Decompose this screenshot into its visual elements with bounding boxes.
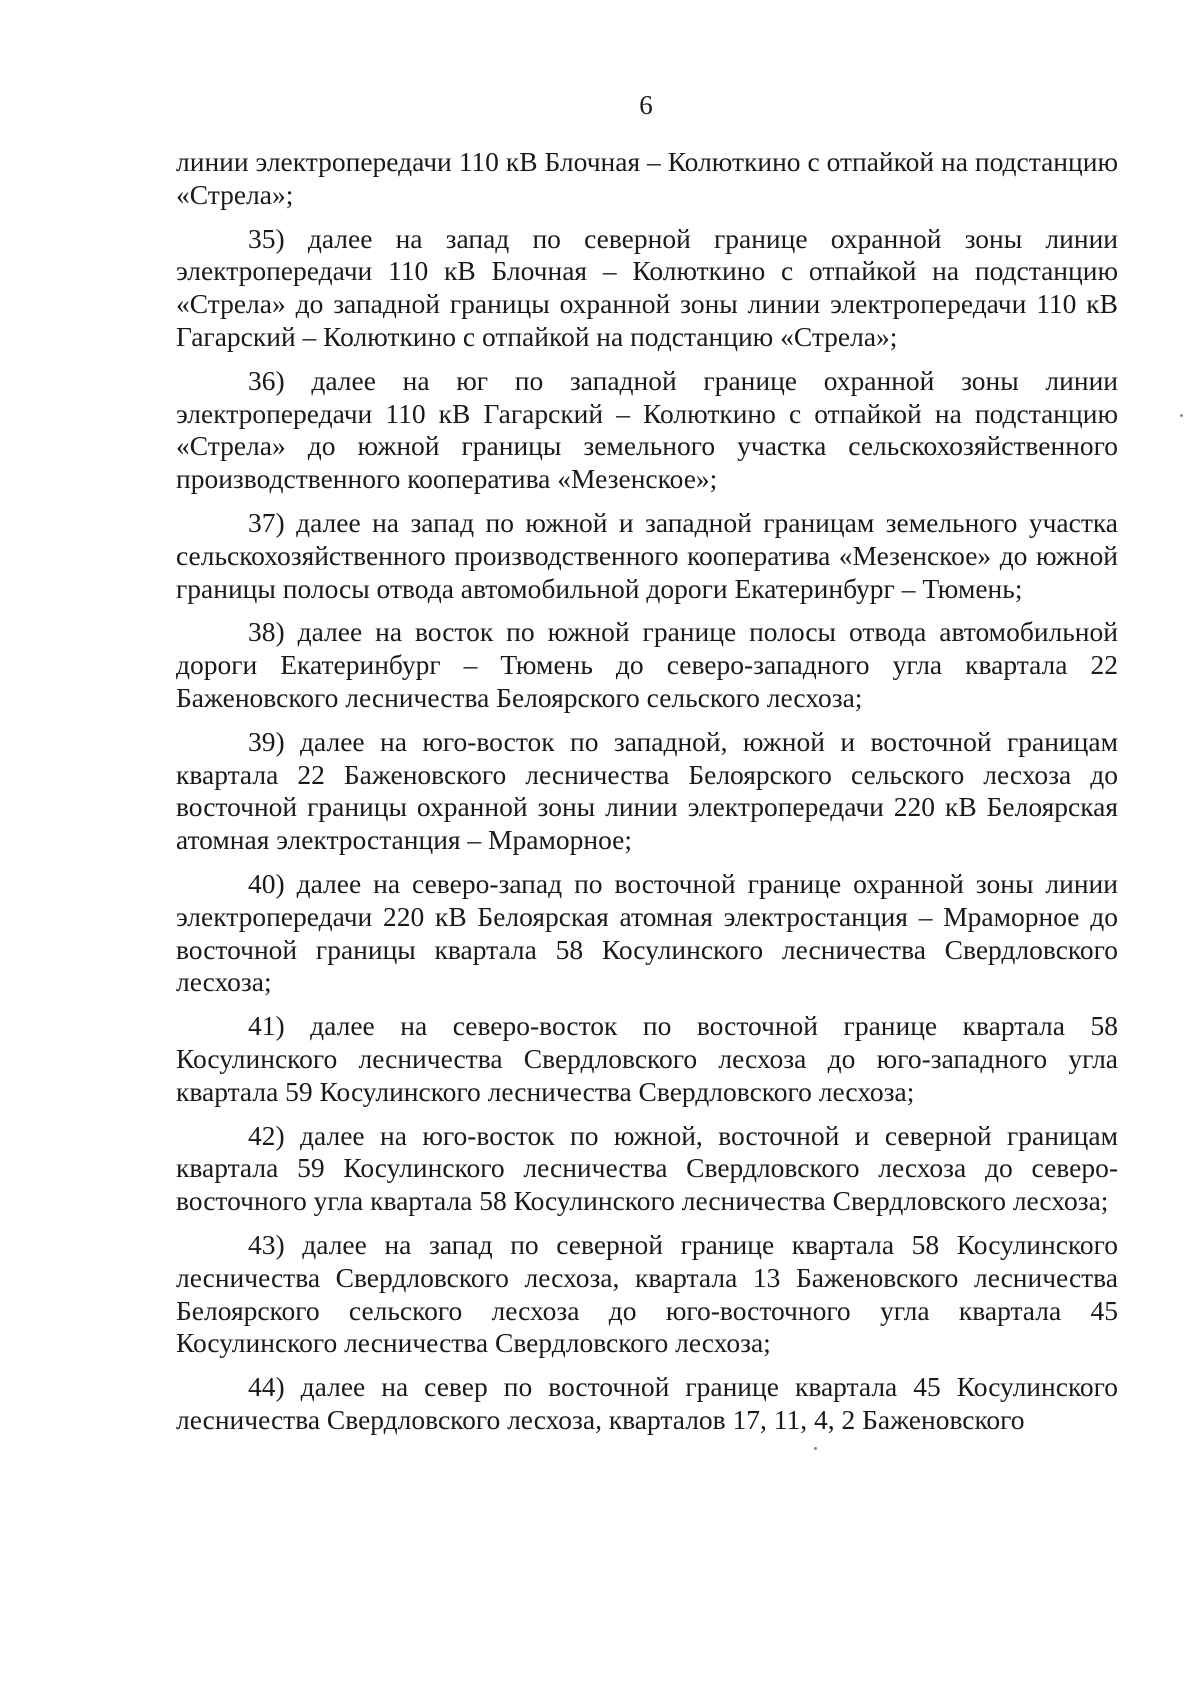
page-number: 6 — [639, 90, 653, 120]
paragraph-item-35: 35) далее на запад по северной границе охранной зоны линии электропередачи 110 кВ Блочная – Колюткино с отпайкой на подстанцию «Стрела» до западной границы охранной зоны линии электропередачи 110 кВ Гагарский – Колюткино с отпайкой на подстанцию «Стрела»; — [176, 222, 1118, 352]
scan-speck — [1180, 414, 1183, 417]
paragraph-item-38: 38) далее на восток по южной границе полосы отвода автомобильной дороги Екатеринбург – Тюмень до северо-западного угла квартала 22 Баженовского лесничества Белоярского сельского лесхоза; — [176, 616, 1118, 713]
document-body — [176, 146, 1118, 1448]
scan-speck — [814, 1447, 817, 1450]
paragraph-item-43: 43) далее на запад по северной границе квартала 58 Косулинского лесничества Свердловского лесхоза, квартала 13 Баженовского лесничества Белоярского сельского лесхоза до юго-восточного угла квартала 45 Косулинского лесничества Свердловского лесхоза; — [176, 1228, 1118, 1359]
paragraph-item-40: 40) далее на северо-запад по восточной границе охранной зоны линии электропередачи 220 кВ Белоярская атомная электростанция – Мраморное до восточной границы квартала 58 Косулинского лесничества Свердловского лесхоза; — [176, 867, 1118, 998]
paragraph-item-41: 41) далее на северо-восток по восточной границе квартала 58 Косулинского лесничества Свердловского лесхоза до юго-западного угла квартала 59 Косулинского лесничества Свердловского лесхоза; — [176, 1010, 1118, 1107]
paragraph-item-39: 39) далее на юго-восток по западной, южной и восточной границам квартала 22 Баженовского лесничества Белоярского сельского лесхоза до восточной границы охранной зоны линии электропередачи 220 кВ Белоярская атомная электростанция – Мраморное; — [176, 725, 1118, 856]
paragraph-continuation: линии электропередачи 110 кВ Блочная – Колюткино с отпайкой на подстанцию «Стрела»; — [176, 146, 1118, 210]
paragraph-item-37: 37) далее на запад по южной и западной границам земельного участка сельскохозяйственного производственного кооператива «Мезенское» до южной границы полосы отвода автомобильной дороги Екатеринбург – Тюмень; — [176, 506, 1118, 604]
paragraph-item-36: 36) далее на юг по западной границе охранной зоны линии электропередачи 110 кВ Гагарский – Колюткино с отпайкой на подстанцию «Стрела» до южной границы земельного участка сельскохозяйственного производственного кооператива «Мезенское»; — [176, 364, 1118, 495]
paragraph-item-42: 42) далее на юго-восток по южной, восточной и северной границам квартала 59 Косулинского лесничества Свердловского лесхоза до северо-восточного угла квартала 58 Косулинского лесничества Свердловского лесхоза; — [176, 1119, 1118, 1217]
paragraph-item-44: 44) далее на север по восточной границе квартала 45 Косулинского лесничества Свердловского лесхоза, кварталов 17, 11, 4, 2 Баженовского — [176, 1371, 1118, 1435]
